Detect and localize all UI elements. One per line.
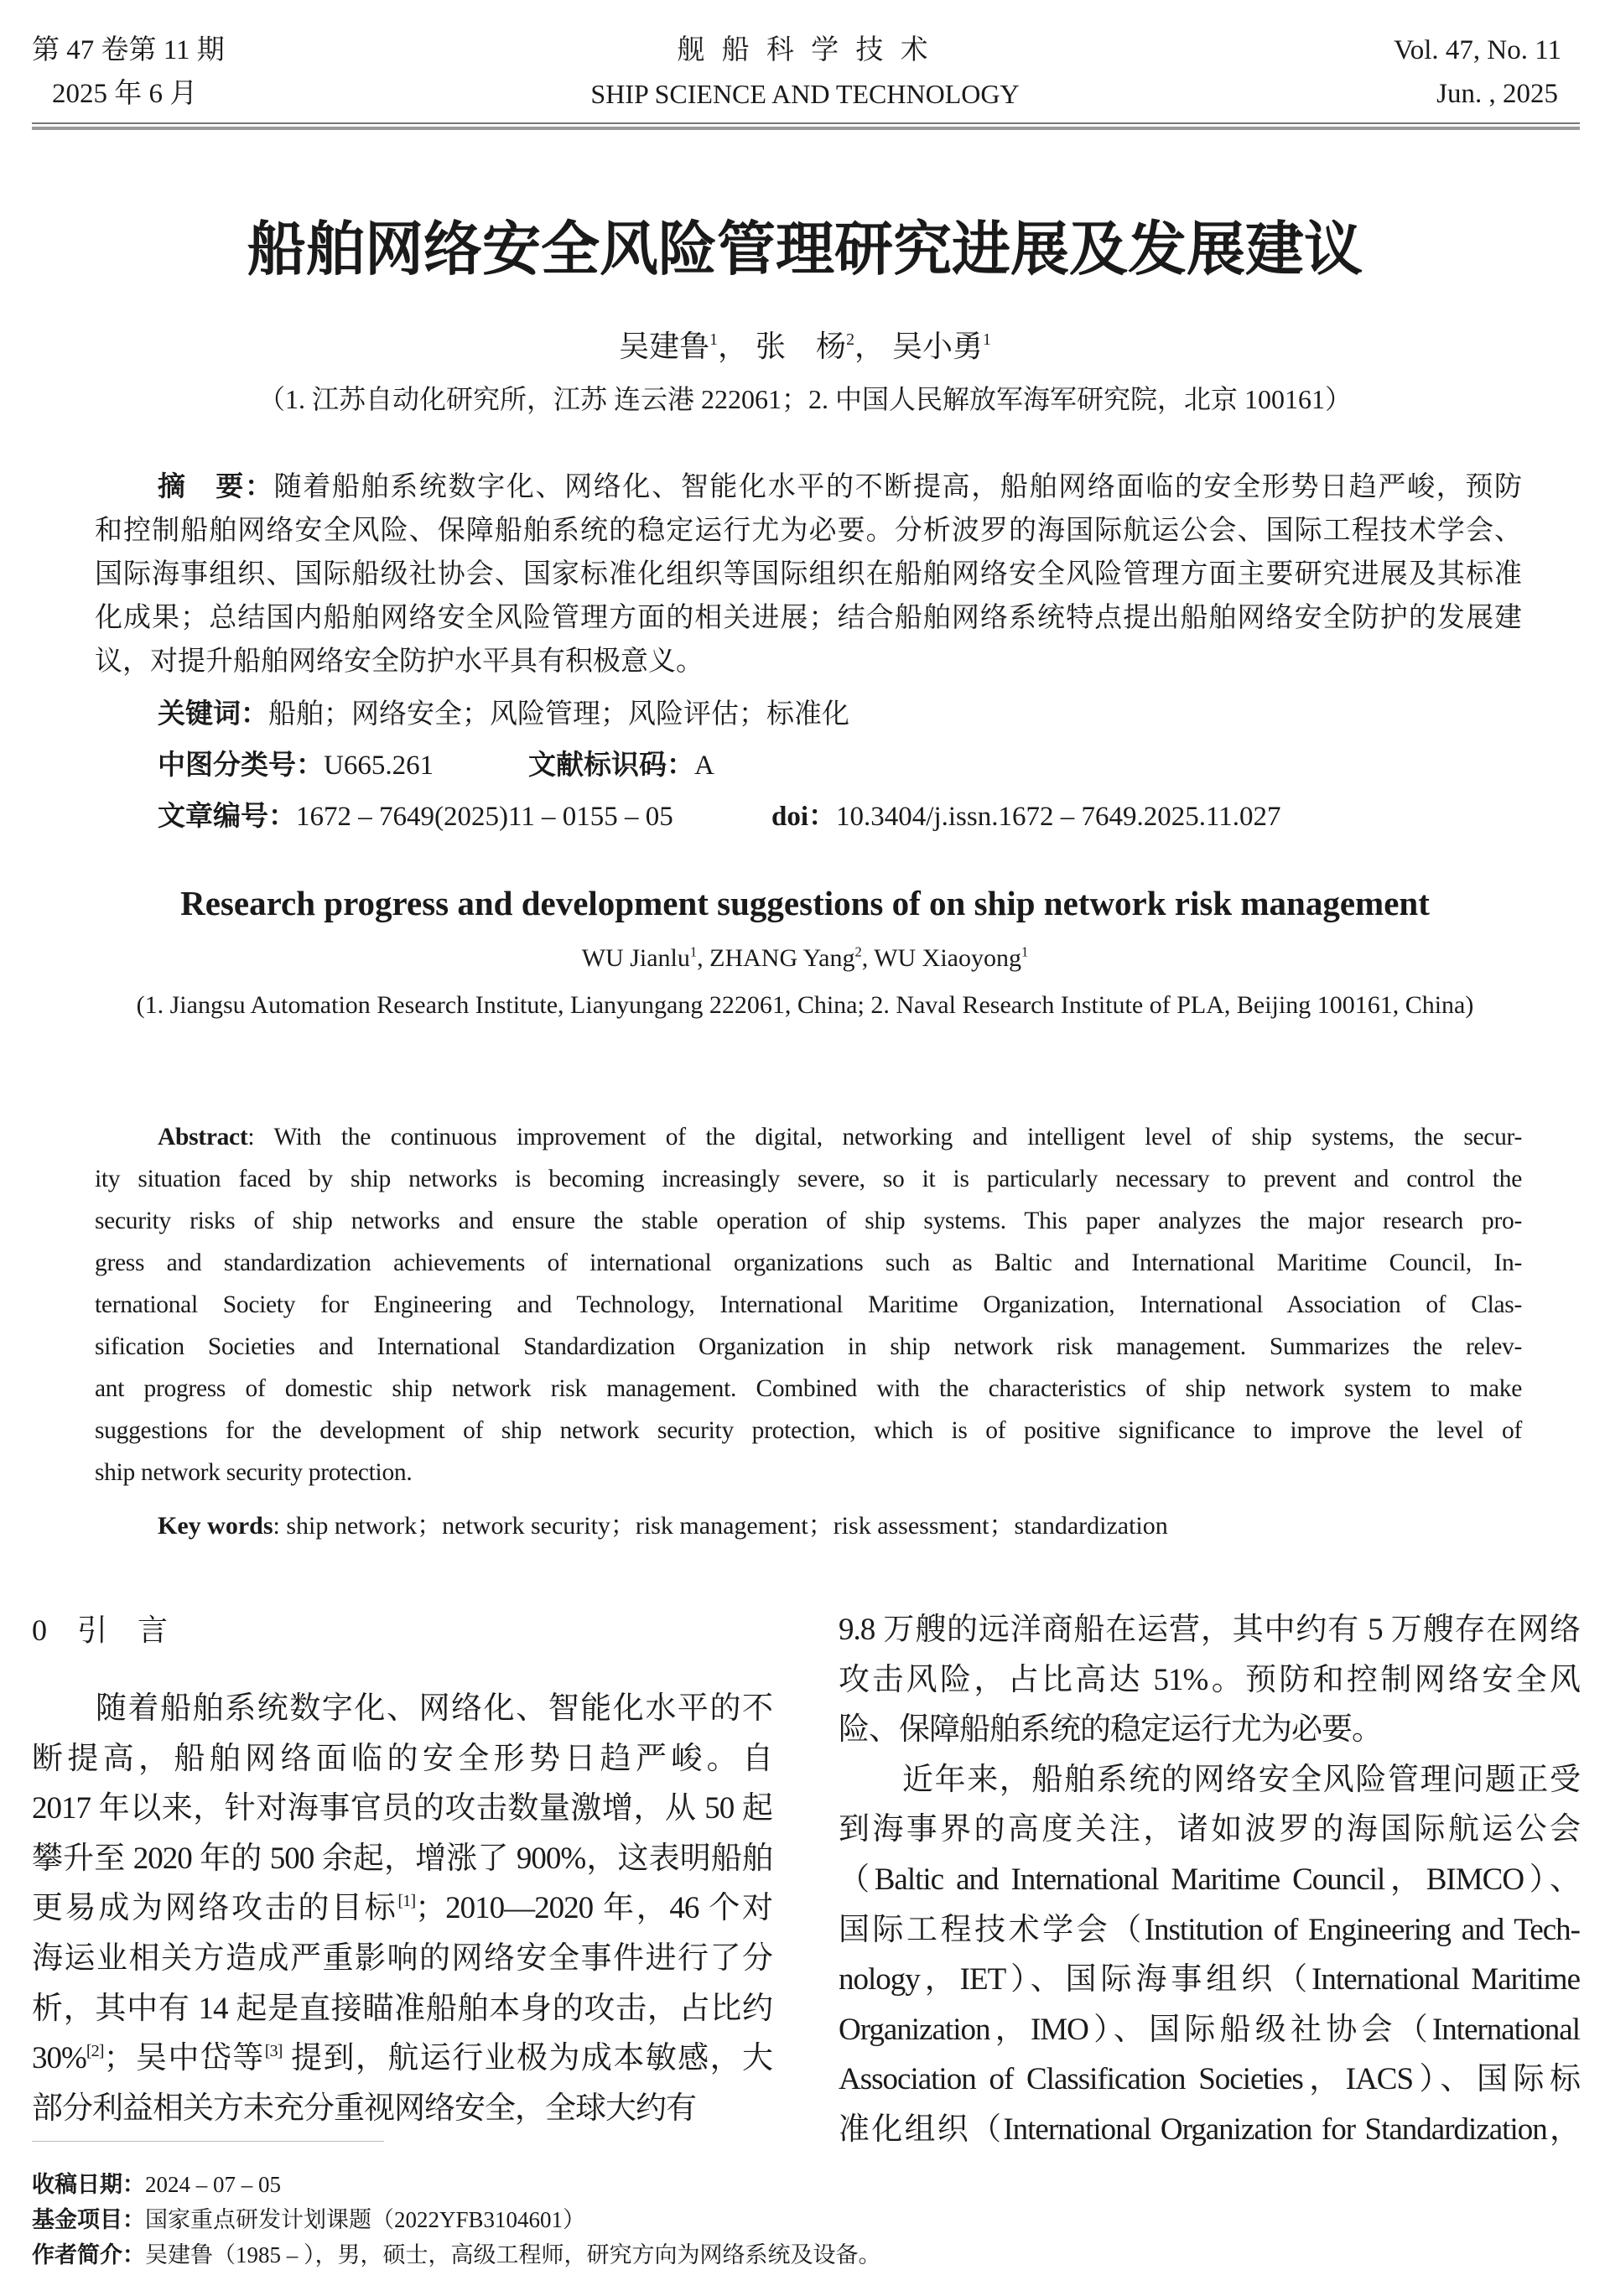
- abstract-line: ant progress of domestic ship network risk management. Combined with the characteristics of ship network system to make: [95, 1375, 1522, 1402]
- footnote-received-date: [32, 2167, 881, 2202]
- body-line: [839, 1705, 1580, 1755]
- journal-name-en: SHIP SCIENCE AND TECHNOLOGY: [590, 79, 1020, 109]
- footnote-label: 基金项目：: [32, 2207, 145, 2232]
- body-text: （Baltic and International Maritime Council，BIMCO）、: [839, 1862, 1580, 1897]
- abstract-line: ship network security protection.: [95, 1459, 413, 1486]
- body-line: [839, 2005, 1580, 2055]
- footnote-funding: [32, 2202, 881, 2237]
- abstract-line: security risks of ship networks and ensure the stable operation of ship systems. This paper analyzes the major research pro-: [95, 1208, 1522, 1234]
- body-line: [32, 2084, 772, 2134]
- body-text: 攀升至 2020 年的 500 余起，增涨了 900%，这表明船舶: [32, 1841, 772, 1876]
- footnote-author-bio: [32, 2237, 881, 2273]
- doi: [771, 792, 1281, 843]
- separator: ,: [861, 944, 875, 972]
- author-name: WU Xiaoyong: [874, 944, 1021, 972]
- author-affil-mark: 1: [709, 330, 719, 350]
- body-text: 30%: [32, 2041, 86, 2076]
- section-number: 0: [32, 1613, 47, 1647]
- date-en: Jun. , 2025: [1436, 79, 1558, 109]
- footnote-label: 作者简介：: [32, 2242, 145, 2267]
- body-line: [839, 1905, 1580, 1956]
- document-code: [528, 740, 714, 792]
- abstract-text: 随着船舶系统数字化、网络化、智能化水平的不断提高，船舶网络面临的安全形势日趋严峻，预防: [273, 472, 1523, 502]
- body-text: 到海事界的高度关注，诸如波罗的海国际航运公会: [839, 1812, 1580, 1847]
- paper-title-en: Research progress and development suggestions of on ship network risk management: [180, 884, 1430, 922]
- body-line: [32, 1883, 772, 1934]
- abstract-line: ternational Society for Engineering and Technology, International Maritime Organization, International Association of Clas-: [95, 1291, 1522, 1318]
- header-rule-thick: [32, 127, 1580, 130]
- header-rule-thin: [32, 122, 1580, 124]
- body-line: [839, 1855, 1580, 1905]
- abstract-line: 化成果；总结国内船舶网络安全风险管理方面的相关进展；结合船舶网络系统特点提出船舶网络安全防护的发展建: [95, 603, 1522, 633]
- abstract-text: : With the continuous improvement of the digital, networking and intelligent level of ship systems, the secur-: [247, 1124, 1522, 1151]
- author-name: 吴建鲁: [619, 330, 710, 363]
- abstract-line: 议，对提升船舶网络安全防护水平具有积极意义。: [95, 647, 704, 677]
- body-text: 析，其中有 14 起是直接瞄准船舶本身的攻击，占比约: [32, 1991, 772, 2026]
- body-text: ；2010—2020 年，46 个对: [415, 1891, 773, 1926]
- abstract-line: ity situation faced by ship networks is becoming increasingly severe, so it is particularly necessary to prevent and control the: [95, 1166, 1522, 1192]
- section-title: 引 言: [77, 1613, 169, 1647]
- footnote-label: 收稿日期：: [32, 2172, 145, 2197]
- body-line: [32, 2034, 772, 2084]
- author-affil-mark: 1: [982, 330, 991, 350]
- article-number: [158, 792, 673, 843]
- body-text: 部分利益相关方未充分重视网络安全，全球大约有: [32, 2091, 696, 2126]
- body-text: 更易成为网络攻击的目标: [32, 1891, 398, 1926]
- body-text: 9.8 万艘的远洋商船在运营，其中约有 5 万艘存在网络: [839, 1613, 1580, 1647]
- abstract-line: suggestions for the development of ship network security protection, which is of positive significance to improve the level of: [95, 1417, 1522, 1444]
- keywords-cn: [158, 689, 849, 740]
- body-line: [839, 1655, 1580, 1706]
- abstract-line: 和控制船舶网络安全风险、保障船舶系统的稳定运行尤为必要。分析波罗的海国际航运公会、国际工程技术学会、: [95, 516, 1522, 546]
- abstract-line: [95, 465, 1522, 509]
- date-cn: 2025 年 6 月: [52, 79, 198, 109]
- abstract-en: [95, 1116, 1522, 1493]
- citation-mark: [3]: [264, 2041, 283, 2060]
- doi-value: 10.3404/j.issn.1672 – 7649.2025.11.027: [836, 802, 1281, 832]
- author-affil-mark: 2: [854, 943, 862, 960]
- doc-code-value: A: [694, 751, 714, 781]
- author-affil-mark: 1: [689, 943, 698, 960]
- keywords-label: 关键词：: [158, 699, 268, 730]
- body-text: 2017 年以来，针对海事官员的攻击数量激增，从 50 起: [32, 1791, 772, 1826]
- footnote-rule: [32, 2141, 384, 2142]
- body-line: [32, 1684, 772, 1734]
- separator: ，: [718, 330, 749, 363]
- body-line: [32, 1784, 772, 1834]
- keywords-en: [158, 1509, 1168, 1543]
- body-line: [32, 1984, 772, 2034]
- body-text: Organization，IMO）、国际船级社协会（International: [839, 2012, 1580, 2047]
- body-right-column: [839, 1605, 1580, 2155]
- author-name: WU Jianlu: [581, 944, 690, 972]
- author-name: ZHANG Yang: [709, 944, 855, 972]
- clc-label: 中图分类号：: [158, 751, 324, 781]
- body-line: [32, 1934, 772, 1984]
- separator: ,: [697, 944, 710, 972]
- affiliation-en: (1. Jiangsu Automation Research Institute, Lianyungang 222061, China; 2. Naval Research Institute of PLA, Beijing 100161, China): [136, 991, 1474, 1019]
- doi-label: doi：: [771, 802, 837, 832]
- abstract-line: gress and standardization achievements of international organizations such as Baltic and International Maritime Council, In-: [95, 1249, 1522, 1276]
- article-number-value: 1672 – 7649(2025)11 – 0155 – 05: [296, 802, 673, 832]
- abstract-line: sification Societies and International Standardization Organization in ship network risk management. Summarizes the relev-: [95, 1333, 1522, 1360]
- author-affil-mark: 2: [846, 330, 854, 350]
- body-line: [839, 2105, 1580, 2155]
- abstract-cn: [95, 465, 1522, 683]
- body-text: 随着船舶系统数字化、网络化、智能化水平的不: [96, 1691, 772, 1726]
- authors-en: [0, 943, 1610, 974]
- journal-name-cn: 舰 船 科 学 技 术: [677, 35, 933, 65]
- footnote-value: 国家重点研发计划课题（2022YFB3104601）: [145, 2207, 586, 2232]
- keywords-value: 船舶；网络安全；风险管理；风险评估；标准化: [268, 699, 849, 730]
- body-text: 准化组织（International Organization for Standardization，: [839, 2112, 1580, 2147]
- affiliation-cn: （1. 江苏自动化研究所，江苏 连云港 222061；2. 中国人民解放军海军研究院，北京 100161）: [257, 384, 1352, 414]
- section-heading: [32, 1610, 168, 1650]
- author-affil-mark: 1: [1021, 943, 1029, 960]
- authors-cn: [0, 327, 1610, 366]
- footnote-value: 吴建鲁（1985 – ），男，硕士，高级工程师，研究方向为网络系统及设备。: [145, 2242, 881, 2267]
- abstract-line: [95, 1116, 1522, 1158]
- volume-issue-en: Vol. 47, No. 11: [1394, 35, 1561, 65]
- body-text: ；吴中岱等: [103, 2041, 265, 2076]
- footnote-value: 2024 – 07 – 05: [145, 2172, 281, 2197]
- body-left-column: [32, 1684, 772, 2133]
- footnotes: [32, 2167, 881, 2273]
- paper-title-cn: 船舶网络安全风险管理研究进展及发展建议: [247, 215, 1363, 283]
- body-text: Association of Classification Societies，IACS）、国际标: [839, 2062, 1580, 2097]
- abstract-line: 国际海事组织、国际船级社协会、国家标准化组织等国际组织在船舶网络安全风险管理方面主要研究进展及其标准: [95, 559, 1522, 590]
- author-name: 吴小勇: [891, 330, 983, 363]
- keywords-value: : ship network；network security；risk management；risk assessment；standardization: [273, 1512, 1168, 1540]
- body-text: 断提高，船舶网络面临的安全形势日趋严峻。自: [32, 1741, 772, 1776]
- separator: ，: [854, 330, 885, 363]
- citation-mark: [1]: [397, 1892, 416, 1911]
- abstract-label: 摘 要：: [158, 472, 274, 502]
- body-text: 海运业相关方造成严重影响的网络安全事件进行了分: [32, 1940, 772, 1976]
- volume-issue-cn: 第 47 卷第 11 期: [32, 35, 225, 65]
- citation-mark: [2]: [86, 2041, 104, 2060]
- body-text: 攻击风险，占比高达 51%。预防和控制网络安全风: [839, 1662, 1580, 1697]
- body-line: [839, 1755, 1580, 1805]
- clc-number: [158, 740, 434, 792]
- body-line: [839, 1805, 1580, 1855]
- abstract-label: Abstract: [158, 1124, 248, 1151]
- keywords-label: Key words: [158, 1512, 273, 1540]
- body-text: nology，IET）、国际海事组织（International Maritime: [839, 1962, 1580, 1997]
- body-text: 国际工程技术学会（Institution of Engineering and Tech-: [839, 1912, 1580, 1947]
- body-text: 提到，航运行业极为成本敏感，大: [282, 2041, 773, 2076]
- body-line: [839, 2054, 1580, 2105]
- body-text: 险、保障船舶系统的稳定运行尤为必要。: [839, 1712, 1382, 1748]
- body-line: [32, 1834, 772, 1884]
- body-text: 近年来，船舶系统的网络安全风险管理问题正受: [902, 1762, 1580, 1797]
- doc-code-label: 文献标识码：: [528, 751, 694, 781]
- author-name: 张 杨: [756, 330, 847, 363]
- article-number-label: 文章编号：: [158, 802, 296, 832]
- body-line: [839, 1605, 1580, 1655]
- body-line: [32, 1734, 772, 1784]
- body-line: [839, 1955, 1580, 2005]
- clc-value: U665.261: [324, 751, 434, 781]
